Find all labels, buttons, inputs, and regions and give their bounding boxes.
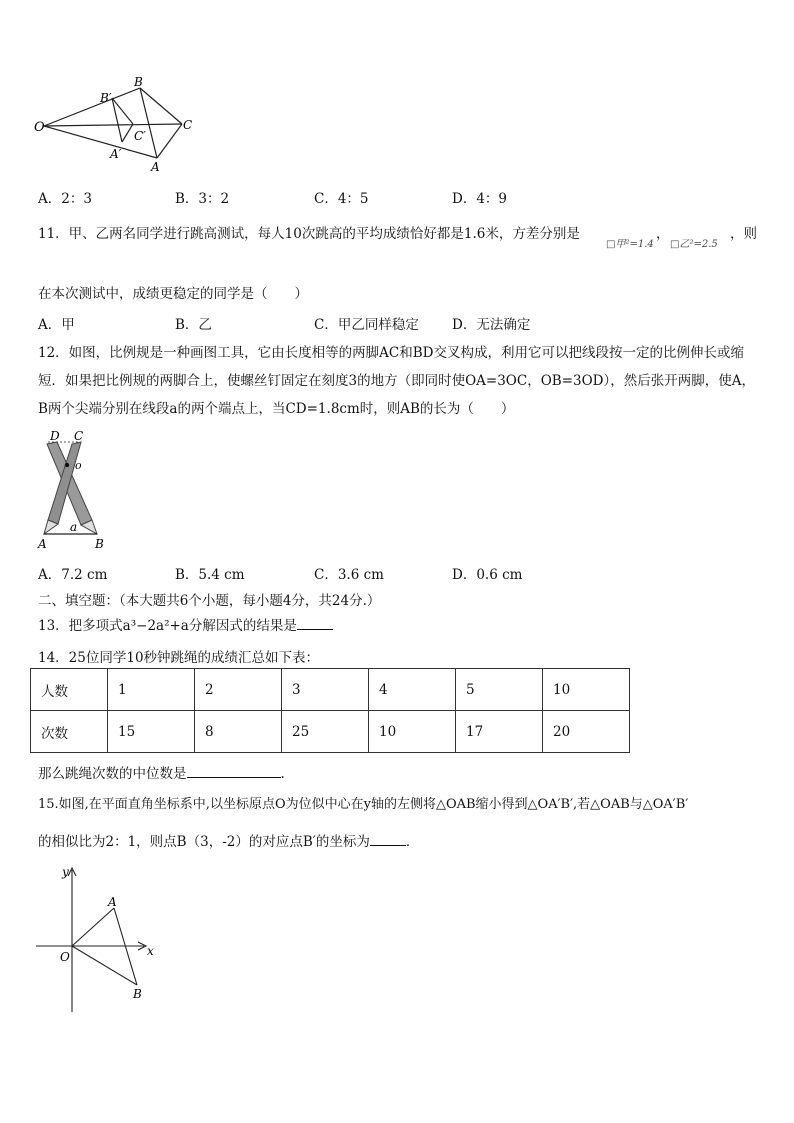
table-cell: 2 <box>195 669 282 711</box>
q11-variance-a-text: 甲²=1.4 <box>615 239 654 250</box>
table-cell: 4 <box>369 669 456 711</box>
table-cell: 次数 <box>31 711 108 753</box>
table-row <box>31 669 630 711</box>
q11-variance-b <box>670 235 718 250</box>
q12-text: 12．如图，比例规是一种画图工具，它由长度相等的两脚AC和BD交叉构成，利用它可以把线段按一定的比例伸长或缩短．如果把比例规的两脚合上，使螺丝钉固定在刻度3的地方（即同时使OA=3OC，OB=3OD），然后张开两脚，使A，B两个尖端分别在线段a的两个端点上，当CD=1.8cm时，则AB的长为（ ） <box>38 345 755 417</box>
fig10-label-B-prime: B′ <box>100 91 112 105</box>
q11-stem: 11．甲、乙两名同学进行跳高测试，每人10次跳高的平均成绩恰好都是1.6米，方差分别是 <box>38 226 580 242</box>
q15-line2 <box>38 830 419 850</box>
fig12-label-C: C <box>74 429 84 443</box>
section-2-heading: 二、填空题：（本大题共6个小题，每小题4分，共24分.） <box>38 593 381 609</box>
q14-after-line <box>38 762 285 782</box>
table-cell: 8 <box>195 711 282 753</box>
q11-line1-end: ，则 <box>730 226 757 242</box>
fig10-label-O: O <box>34 120 45 135</box>
table-cell: 1 <box>108 669 195 711</box>
q14-intro: 14．25位同学10秒钟跳绳的成绩汇总如下表： <box>38 650 320 666</box>
q13-line <box>38 614 333 634</box>
q12-choice-a: A．7.2 cm <box>38 567 108 583</box>
q12-choice-c: C．3.6 cm <box>314 567 384 583</box>
table-cell: 20 <box>543 711 630 753</box>
q12-choice-d: D．0.6 cm <box>452 567 523 583</box>
fig12-label-a: a <box>70 520 78 534</box>
table-cell: 3 <box>282 669 369 711</box>
fig12-label-B: B <box>95 537 104 551</box>
q11-choice-b: B．乙 <box>175 317 212 333</box>
q11-variance-b-text: 乙²=2.5 <box>679 239 718 250</box>
q10-choice-a: A．2：3 <box>38 191 92 207</box>
q15-line2-end: ． <box>405 834 420 850</box>
q11-comma: ， <box>656 226 670 242</box>
q11-line1 <box>38 222 580 242</box>
q14-answer-blank[interactable] <box>187 763 281 778</box>
fig12-label-A: A <box>38 537 47 551</box>
q15-coordinate-figure <box>32 862 167 1014</box>
q15-line2-text: 的相似比为2：1，则点B（3，-2）的对应点B′的坐标为 <box>38 834 370 850</box>
q15-line1: 15.如图,在平面直角坐标系中,以坐标原点O为位似中心在y轴的左侧将△OAB缩小得到△OA′B′,若△OAB与△OA′B′ <box>38 797 689 812</box>
table-cell: 25 <box>282 711 369 753</box>
q10-figure <box>30 76 205 176</box>
fig10-label-C: C <box>183 118 193 132</box>
q15-answer-blank[interactable] <box>370 831 406 846</box>
fig10-label-C-prime: C′ <box>134 129 146 143</box>
table-cell: 17 <box>456 711 543 753</box>
table-cell: 10 <box>543 669 630 711</box>
fig15-label-x: x <box>147 944 154 958</box>
table-cell: 10 <box>369 711 456 753</box>
q14-table <box>30 668 630 753</box>
q12-choice-b: B．5.4 cm <box>175 567 245 583</box>
q10-choice-d: D．4：9 <box>452 191 508 207</box>
table-row <box>31 711 630 753</box>
table-cell: 人数 <box>31 669 108 711</box>
q11-line2: 在本次测试中，成绩更稳定的同学是（ ） <box>38 286 308 302</box>
q11-choice-a: A．甲 <box>38 317 75 333</box>
table-cell: 5 <box>456 669 543 711</box>
q11-choice-d: D．无法确定 <box>452 317 531 333</box>
q10-choice-c: C．4：5 <box>314 191 369 207</box>
fig15-label-O: O <box>60 950 70 964</box>
q10-choice-b: B．3：2 <box>175 191 230 207</box>
fig12-label-O: o <box>75 459 82 472</box>
fig15-label-B: B <box>133 987 142 1001</box>
fig15-label-A: A <box>108 895 117 909</box>
fig10-label-B: B <box>134 76 143 89</box>
q11-choice-c: C．甲乙同样稳定 <box>314 317 419 333</box>
table-cell: 15 <box>108 711 195 753</box>
fig10-label-A: A <box>151 160 160 174</box>
q14-after-end: . <box>280 766 285 782</box>
fig10-label-A-prime: A′ <box>110 147 122 161</box>
q11-variance-a <box>606 235 654 250</box>
q14-after-text: 那么跳绳次数的中位数是 <box>38 766 187 782</box>
fig15-label-y: y <box>62 865 69 879</box>
q11-missing-glyph-b: □ <box>670 239 680 250</box>
fig12-label-D: D <box>50 429 60 443</box>
q13-answer-blank[interactable] <box>297 615 333 630</box>
q11-missing-glyph-a: □ <box>606 239 616 250</box>
q13-text: 13．把多项式a³−2a²+a分解因式的结果是 <box>38 618 297 634</box>
q12-figure <box>34 428 109 553</box>
